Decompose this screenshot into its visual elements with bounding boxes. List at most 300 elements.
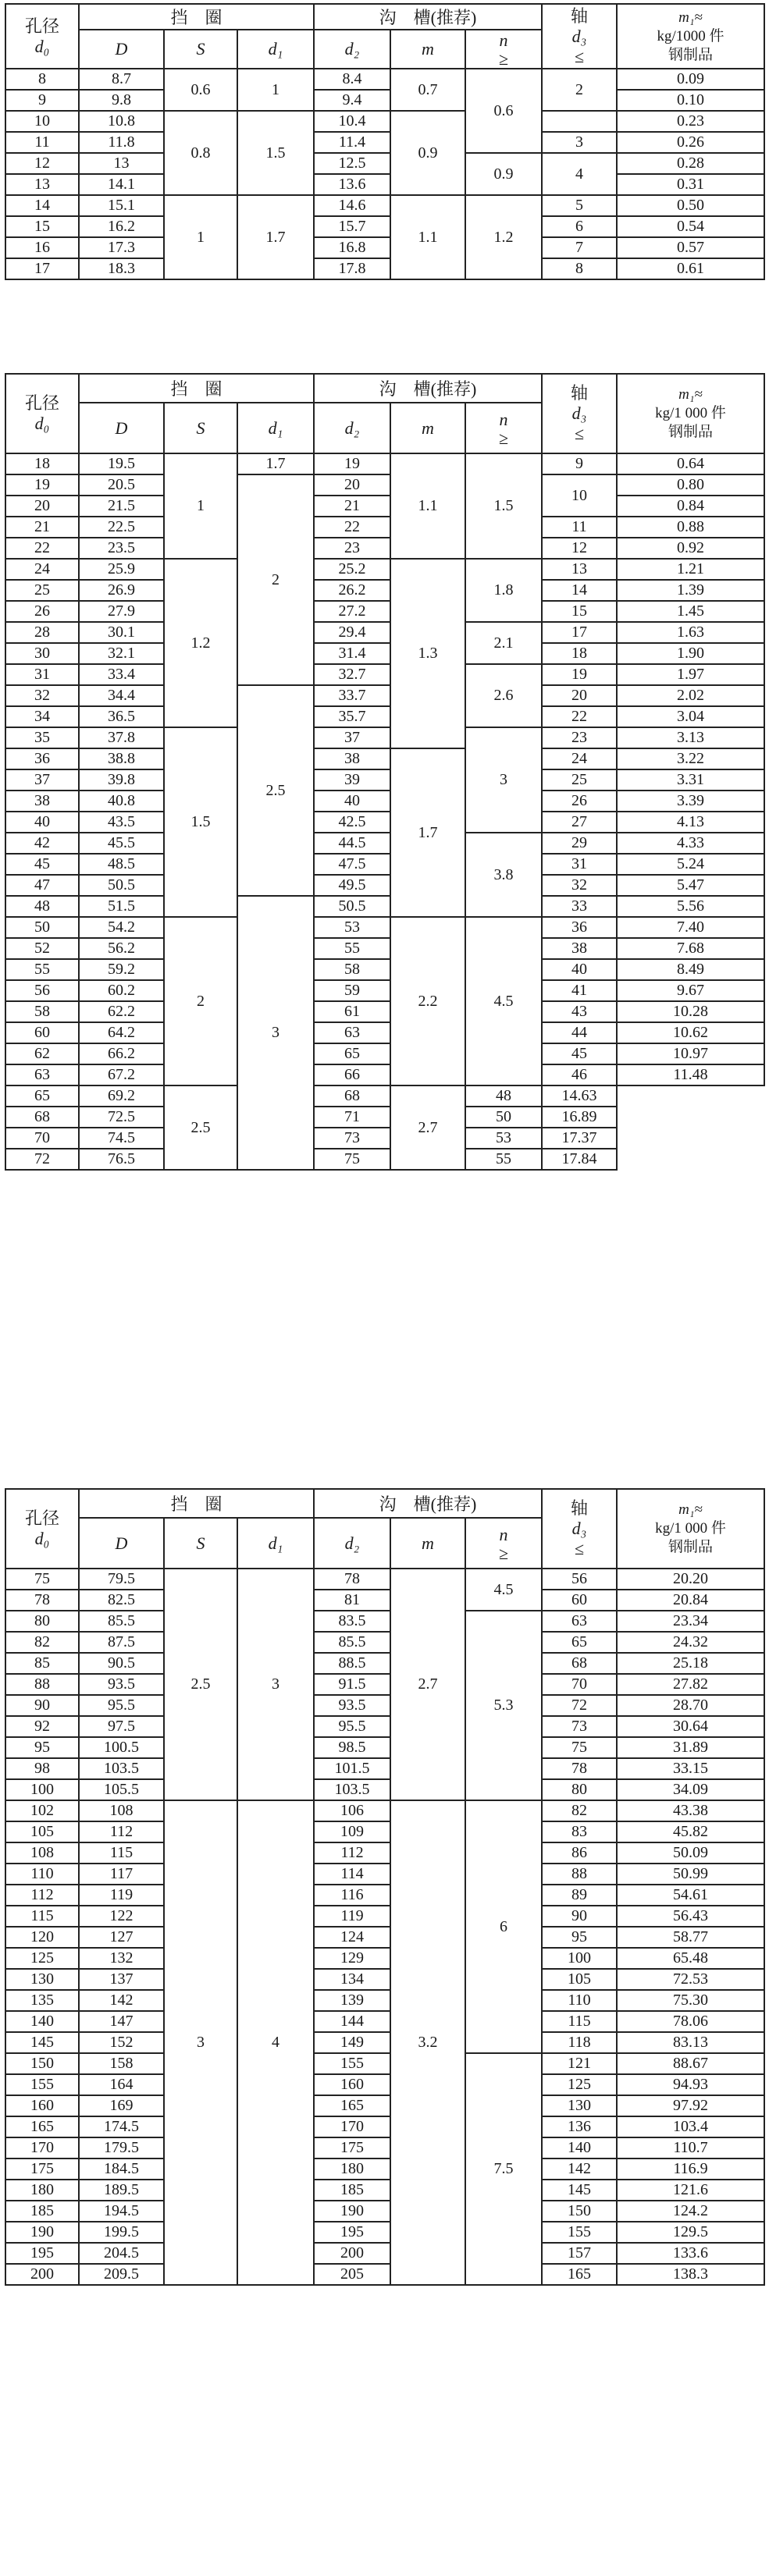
shaft-d3-cell: 43 <box>542 1001 617 1022</box>
shaft-label: 轴 <box>570 1498 588 1518</box>
hole-diameter-cell: 70 <box>5 1128 79 1149</box>
groove-d2-cell: 149 <box>314 2032 390 2053</box>
shaft-d3-cell: 4 <box>542 153 617 195</box>
ring-D-cell: 23.5 <box>79 538 164 559</box>
col-n-header <box>465 403 542 453</box>
hole-diameter-cell: 16 <box>5 237 79 258</box>
col-n-header <box>465 30 542 69</box>
mass-unit: kg/1 000 件 <box>655 405 726 421</box>
mass-symbol: m₁≈ <box>678 9 703 26</box>
groove-d2-cell: 9.4 <box>314 90 390 111</box>
ring-D-cell: 64.2 <box>79 1022 164 1043</box>
spec-table-1 <box>5 3 765 280</box>
groove-d2-cell: 101.5 <box>314 1758 390 1779</box>
hole-diameter-cell: 78 <box>5 1590 79 1611</box>
ring-D-cell: 10.8 <box>79 111 164 132</box>
groove-d2-cell: 10.4 <box>314 111 390 132</box>
mass-cell: 3.22 <box>617 748 764 769</box>
hole-diameter-cell: 25 <box>5 580 79 601</box>
mass-cell: 3.31 <box>617 769 764 791</box>
ring-D-cell: 36.5 <box>79 706 164 727</box>
shaft-d3-cell: 11 <box>542 517 617 538</box>
shaft-d3-cell: 18 <box>542 643 617 664</box>
groove-d2-cell: 195 <box>314 2222 390 2243</box>
groove-d2-cell: 85.5 <box>314 1632 390 1653</box>
mass-cell: 110.7 <box>617 2137 764 2159</box>
mass-cell: 124.2 <box>617 2201 764 2222</box>
groove-d2-cell: 37 <box>314 727 390 748</box>
hole-diameter-cell: 150 <box>5 2053 79 2074</box>
hole-diameter-symbol: d₀ <box>34 36 50 56</box>
ring-d1-cell: 1.7 <box>237 195 314 279</box>
ring-D-cell: 103.5 <box>79 1758 164 1779</box>
table-row <box>5 664 764 685</box>
hole-diameter-cell: 125 <box>5 1948 79 1969</box>
ring-D-cell: 117 <box>79 1864 164 1885</box>
shaft-d3-cell: 26 <box>542 791 617 812</box>
hole-diameter-cell: 55 <box>5 959 79 980</box>
shaft-d3-cell: 155 <box>542 2222 617 2243</box>
groove-n-cell: 0.9 <box>465 153 542 195</box>
groove-m-cell: 1.7 <box>390 748 465 917</box>
groove-n-cell: 3 <box>465 727 542 833</box>
mass-cell: 3.39 <box>617 791 764 812</box>
table-row <box>5 622 764 643</box>
groove-d2-cell: 175 <box>314 2137 390 2159</box>
shaft-d3-cell: 115 <box>542 2011 617 2032</box>
spec-table-3 <box>5 1488 765 2286</box>
table-row <box>5 1842 764 1864</box>
ring-D-cell: 87.5 <box>79 1632 164 1653</box>
shaft-d3-cell: 29 <box>542 833 617 854</box>
shaft-d3-cell: 145 <box>542 2180 617 2201</box>
hole-diameter-cell: 160 <box>5 2095 79 2116</box>
ring-D-cell: 32.1 <box>79 643 164 664</box>
ring-D-cell: 152 <box>79 2032 164 2053</box>
mass-cell: 23.34 <box>617 1611 764 1632</box>
mass-cell: 5.56 <box>617 896 764 917</box>
hole-diameter-cell: 21 <box>5 517 79 538</box>
groove-d2-cell: 160 <box>314 2074 390 2095</box>
groove-n-cell: 1.5 <box>465 453 542 559</box>
ring-D-cell: 62.2 <box>79 1001 164 1022</box>
ring-D-cell: 122 <box>79 1906 164 1927</box>
mass-cell: 58.77 <box>617 1927 764 1948</box>
groove-d2-cell: 20 <box>314 474 390 496</box>
table-row <box>5 706 764 727</box>
mass-cell: 4.13 <box>617 812 764 833</box>
ring-d1-cell: 1.7 <box>237 453 314 474</box>
mass-cell: 4.33 <box>617 833 764 854</box>
table-row <box>5 875 764 896</box>
ring-d1-cell: 1.5 <box>237 111 314 195</box>
ring-d1-cell: 1 <box>237 69 314 111</box>
mass-cell: 25.18 <box>617 1653 764 1674</box>
mass-cell: 17.84 <box>542 1149 617 1170</box>
groove-d2-cell: 190 <box>314 2201 390 2222</box>
groove-d2-cell: 139 <box>314 1990 390 2011</box>
table-row <box>5 938 764 959</box>
groove-d2-cell: 27.2 <box>314 601 390 622</box>
table-row <box>5 854 764 875</box>
mass-cell: 16.89 <box>542 1107 617 1128</box>
groove-d2-cell: 109 <box>314 1821 390 1842</box>
ring-D-cell: 100.5 <box>79 1737 164 1758</box>
ring-D-cell: 15.1 <box>79 195 164 216</box>
mass-cell: 28.70 <box>617 1695 764 1716</box>
mass-symbol: m₁≈ <box>678 386 703 403</box>
shaft-d3-cell: 38 <box>542 938 617 959</box>
hole-diameter-cell: 32 <box>5 685 79 706</box>
le-symbol: ≤ <box>574 424 585 443</box>
mass-cell: 34.09 <box>617 1779 764 1800</box>
shaft-d3-cell: 95 <box>542 1927 617 1948</box>
mass-cell: 133.6 <box>617 2243 764 2264</box>
table-row <box>5 748 764 769</box>
ring-D-cell: 93.5 <box>79 1674 164 1695</box>
shaft-d3-cell: 46 <box>542 1064 617 1085</box>
hole-diameter-cell: 98 <box>5 1758 79 1779</box>
shaft-d3-cell: 13 <box>542 559 617 580</box>
ring-S-cell: 1.5 <box>164 727 237 917</box>
shaft-d3-cell: 20 <box>542 685 617 706</box>
hole-diameter-cell: 112 <box>5 1885 79 1906</box>
groove-n-cell: 2.1 <box>465 622 542 664</box>
hole-diameter-cell: 11 <box>5 132 79 153</box>
mass-material: 钢制品 <box>668 424 713 440</box>
table-row <box>5 111 764 132</box>
mass-cell: 9.67 <box>617 980 764 1001</box>
mass-cell: 20.20 <box>617 1569 764 1590</box>
groove-m-cell: 2.2 <box>390 917 465 1085</box>
groove-d2-cell: 29.4 <box>314 622 390 643</box>
table-row <box>5 1590 764 1611</box>
groove-d2-cell: 63 <box>314 1022 390 1043</box>
shaft-d3-cell: 24 <box>542 748 617 769</box>
table-row <box>5 153 764 174</box>
mass-cell: 0.92 <box>617 538 764 559</box>
mass-cell: 138.3 <box>617 2264 764 2285</box>
hole-diameter-cell: 175 <box>5 2159 79 2180</box>
ring-S-cell: 3 <box>164 1800 237 2285</box>
groove-d2-cell: 25.2 <box>314 559 390 580</box>
n-symbol: n <box>499 409 508 429</box>
table-row <box>5 1632 764 1653</box>
shaft-d3-cell: 2 <box>542 69 617 111</box>
groove-m-cell: 0.7 <box>390 69 465 111</box>
mass-cell: 103.4 <box>617 2116 764 2137</box>
hole-diameter-cell: 105 <box>5 1821 79 1842</box>
hole-diameter-cell: 120 <box>5 1927 79 1948</box>
hole-diameter-cell: 40 <box>5 812 79 833</box>
mass-cell: 1.21 <box>617 559 764 580</box>
hole-diameter-cell: 45 <box>5 854 79 875</box>
shaft-d3-cell: 3 <box>542 132 617 153</box>
table-row <box>5 474 764 496</box>
shaft-d3-cell: 80 <box>542 1779 617 1800</box>
groove-d2-cell: 42.5 <box>314 812 390 833</box>
mass-cell: 121.6 <box>617 2180 764 2201</box>
groove-d2-cell: 39 <box>314 769 390 791</box>
ring-D-cell: 9.8 <box>79 90 164 111</box>
ring-D-cell: 174.5 <box>79 2116 164 2137</box>
ring-D-cell: 48.5 <box>79 854 164 875</box>
mass-cell: 3.13 <box>617 727 764 748</box>
groove-n-cell: 1.8 <box>465 559 542 622</box>
hole-diameter-cell: 72 <box>5 1149 79 1170</box>
ring-S-cell: 2.5 <box>164 1569 237 1800</box>
shaft-d3-cell: 105 <box>542 1969 617 1990</box>
shaft-d3-cell: 5 <box>542 195 617 216</box>
shaft-d3-cell: 19 <box>542 664 617 685</box>
table-row <box>5 2095 764 2116</box>
mass-cell: 1.97 <box>617 664 764 685</box>
mass-cell: 0.57 <box>617 237 764 258</box>
ring-d1-cell: 2.5 <box>237 685 314 896</box>
table-row <box>5 791 764 812</box>
hole-diameter-cell: 20 <box>5 496 79 517</box>
groove-d2-cell: 144 <box>314 2011 390 2032</box>
table-row <box>5 1674 764 1695</box>
ring-D-cell: 147 <box>79 2011 164 2032</box>
shaft-d3-cell: 78 <box>542 1758 617 1779</box>
mass-cell: 65.48 <box>617 1948 764 1969</box>
col-d2-header: d₂ <box>314 1518 390 1569</box>
groove-n-cell: 3.8 <box>465 833 542 917</box>
ring-D-cell: 11.8 <box>79 132 164 153</box>
table-row <box>5 517 764 538</box>
mass-cell: 0.64 <box>617 453 764 474</box>
table-row <box>5 1927 764 1948</box>
ring-D-cell: 30.1 <box>79 622 164 643</box>
hole-diameter-cell: 102 <box>5 1800 79 1821</box>
groove-d2-cell: 21 <box>314 496 390 517</box>
hole-diameter-cell: 22 <box>5 538 79 559</box>
table-row <box>5 1906 764 1927</box>
table-row <box>5 132 764 153</box>
hole-diameter-cell: 88 <box>5 1674 79 1695</box>
groove-d2-cell: 134 <box>314 1969 390 1990</box>
hole-diameter-cell: 35 <box>5 727 79 748</box>
mass-cell: 116.9 <box>617 2159 764 2180</box>
ring-D-cell: 95.5 <box>79 1695 164 1716</box>
ring-D-cell: 17.3 <box>79 237 164 258</box>
groove-d2-cell: 68 <box>314 1085 390 1107</box>
mass-cell: 129.5 <box>617 2222 764 2243</box>
col-S-header: S <box>164 30 237 69</box>
ring-D-cell: 39.8 <box>79 769 164 791</box>
groove-d2-cell: 44.5 <box>314 833 390 854</box>
shaft-d3-cell: 7 <box>542 237 617 258</box>
hole-diameter-cell: 60 <box>5 1022 79 1043</box>
shaft-d3-cell: 23 <box>542 727 617 748</box>
table-row <box>5 1758 764 1779</box>
mass-cell: 54.61 <box>617 1885 764 1906</box>
shaft-d3-cell: 40 <box>542 959 617 980</box>
groove-d2-cell: 40 <box>314 791 390 812</box>
mass-cell: 10.97 <box>617 1043 764 1064</box>
table-row <box>5 90 764 111</box>
table-row <box>5 496 764 517</box>
groove-d2-cell: 59 <box>314 980 390 1001</box>
table-row <box>5 195 764 216</box>
ring-S-cell: 0.8 <box>164 111 237 195</box>
hole-diameter-cell: 56 <box>5 980 79 1001</box>
hole-diameter-cell: 82 <box>5 1632 79 1653</box>
shaft-d3-cell: 6 <box>542 216 617 237</box>
shaft-d3-cell: 55 <box>465 1149 542 1170</box>
groove-n-cell: 1.2 <box>465 195 542 279</box>
groove-d2-cell: 61 <box>314 1001 390 1022</box>
mass-cell: 5.24 <box>617 854 764 875</box>
groove-d2-cell: 98.5 <box>314 1737 390 1758</box>
shaft-d3-cell: 118 <box>542 2032 617 2053</box>
shaft-d3-cell: 110 <box>542 1990 617 2011</box>
groove-header: 沟 槽(推荐) <box>314 374 542 403</box>
mass-cell: 43.38 <box>617 1800 764 1821</box>
shaft-d3-cell: 136 <box>542 2116 617 2137</box>
table-row <box>5 2053 764 2074</box>
shaft-d3-cell: 70 <box>542 1674 617 1695</box>
table-row <box>5 2032 764 2053</box>
shaft-header <box>542 1489 617 1569</box>
shaft-d3-cell <box>542 111 617 132</box>
groove-d2-cell: 16.8 <box>314 237 390 258</box>
groove-d2-cell: 23 <box>314 538 390 559</box>
groove-n-cell: 6 <box>465 1800 542 2053</box>
groove-n-cell: 7.5 <box>465 2053 542 2285</box>
groove-d2-cell: 165 <box>314 2095 390 2116</box>
hole-diameter-cell: 36 <box>5 748 79 769</box>
mass-cell: 0.84 <box>617 496 764 517</box>
hole-diameter-symbol: d₀ <box>34 1529 50 1548</box>
table-row <box>5 685 764 706</box>
ring-D-cell: 13 <box>79 153 164 174</box>
table-row <box>5 1695 764 1716</box>
ring-D-cell: 60.2 <box>79 980 164 1001</box>
hole-diameter-header <box>5 4 79 69</box>
groove-d2-cell: 129 <box>314 1948 390 1969</box>
hole-diameter-cell: 170 <box>5 2137 79 2159</box>
hole-diameter-cell: 200 <box>5 2264 79 2285</box>
mass-cell: 0.28 <box>617 153 764 174</box>
mass-cell: 78.06 <box>617 2011 764 2032</box>
hole-diameter-cell: 26 <box>5 601 79 622</box>
hole-diameter-cell: 85 <box>5 1653 79 1674</box>
hole-diameter-header <box>5 374 79 453</box>
ring-D-cell: 194.5 <box>79 2201 164 2222</box>
mass-cell: 17.37 <box>542 1128 617 1149</box>
hole-diameter-cell: 37 <box>5 769 79 791</box>
table-row <box>5 1001 764 1022</box>
ring-D-cell: 184.5 <box>79 2159 164 2180</box>
ring-D-cell: 50.5 <box>79 875 164 896</box>
shaft-symbol: d₃ <box>571 1519 587 1538</box>
ring-d1-cell: 3 <box>237 896 314 1170</box>
ring-S-cell: 2 <box>164 917 237 1085</box>
shaft-d3-cell: 68 <box>542 1653 617 1674</box>
ge-symbol: ≥ <box>498 428 509 448</box>
table-row <box>5 1043 764 1064</box>
groove-d2-cell: 106 <box>314 1800 390 1821</box>
hole-diameter-label: 孔径 <box>24 393 59 413</box>
hole-diameter-cell: 80 <box>5 1611 79 1632</box>
hole-diameter-cell: 68 <box>5 1107 79 1128</box>
ring-D-cell: 43.5 <box>79 812 164 833</box>
ring-D-cell: 8.7 <box>79 69 164 90</box>
groove-d2-cell: 32.7 <box>314 664 390 685</box>
ring-D-cell: 209.5 <box>79 2264 164 2285</box>
ring-D-cell: 54.2 <box>79 917 164 938</box>
ring-D-cell: 108 <box>79 1800 164 1821</box>
mass-cell: 50.99 <box>617 1864 764 1885</box>
table-row <box>5 2264 764 2285</box>
ring-D-cell: 158 <box>79 2053 164 2074</box>
shaft-d3-cell: 100 <box>542 1948 617 1969</box>
col-m-header: m <box>390 1518 465 1569</box>
table-row <box>5 917 764 938</box>
shaft-d3-cell: 12 <box>542 538 617 559</box>
mass-unit: kg/1000 件 <box>657 27 724 44</box>
mass-cell: 56.43 <box>617 1906 764 1927</box>
shaft-d3-cell: 25 <box>542 769 617 791</box>
groove-d2-cell: 47.5 <box>314 854 390 875</box>
hole-diameter-cell: 38 <box>5 791 79 812</box>
mass-cell: 7.40 <box>617 917 764 938</box>
mass-cell: 33.15 <box>617 1758 764 1779</box>
hole-diameter-cell: 12 <box>5 153 79 174</box>
mass-cell: 30.64 <box>617 1716 764 1737</box>
mass-cell: 0.54 <box>617 216 764 237</box>
le-symbol: ≤ <box>574 46 585 66</box>
hole-diameter-cell: 100 <box>5 1779 79 1800</box>
shaft-d3-cell: 8 <box>542 258 617 279</box>
hole-diameter-cell: 62 <box>5 1043 79 1064</box>
groove-header: 沟 槽(推荐) <box>314 4 542 30</box>
ring-D-cell: 169 <box>79 2095 164 2116</box>
table-row <box>5 833 764 854</box>
table-row <box>5 69 764 90</box>
groove-d2-cell: 19 <box>314 453 390 474</box>
mass-header <box>617 1489 764 1569</box>
ge-symbol: ≥ <box>498 1543 509 1563</box>
groove-d2-cell: 58 <box>314 959 390 980</box>
ge-symbol: ≥ <box>498 49 509 69</box>
hole-diameter-cell: 130 <box>5 1969 79 1990</box>
ring-D-cell: 20.5 <box>79 474 164 496</box>
mass-cell: 24.32 <box>617 1632 764 1653</box>
mass-unit: kg/1 000 件 <box>655 1520 726 1537</box>
ring-D-cell: 16.2 <box>79 216 164 237</box>
shaft-d3-cell: 33 <box>542 896 617 917</box>
mass-cell: 0.09 <box>617 69 764 90</box>
ring-D-cell: 82.5 <box>79 1590 164 1611</box>
ring-D-cell: 79.5 <box>79 1569 164 1590</box>
mass-cell: 1.45 <box>617 601 764 622</box>
hole-diameter-cell: 185 <box>5 2201 79 2222</box>
ring-D-cell: 105.5 <box>79 1779 164 1800</box>
table-row <box>5 1990 764 2011</box>
ring-D-cell: 26.9 <box>79 580 164 601</box>
groove-d2-cell: 75 <box>314 1149 390 1170</box>
hole-diameter-cell: 140 <box>5 2011 79 2032</box>
ring-D-cell: 132 <box>79 1948 164 1969</box>
table-row <box>5 2201 764 2222</box>
table-row <box>5 174 764 195</box>
table-row <box>5 1821 764 1842</box>
mass-cell: 7.68 <box>617 938 764 959</box>
ring-D-cell: 18.3 <box>79 258 164 279</box>
